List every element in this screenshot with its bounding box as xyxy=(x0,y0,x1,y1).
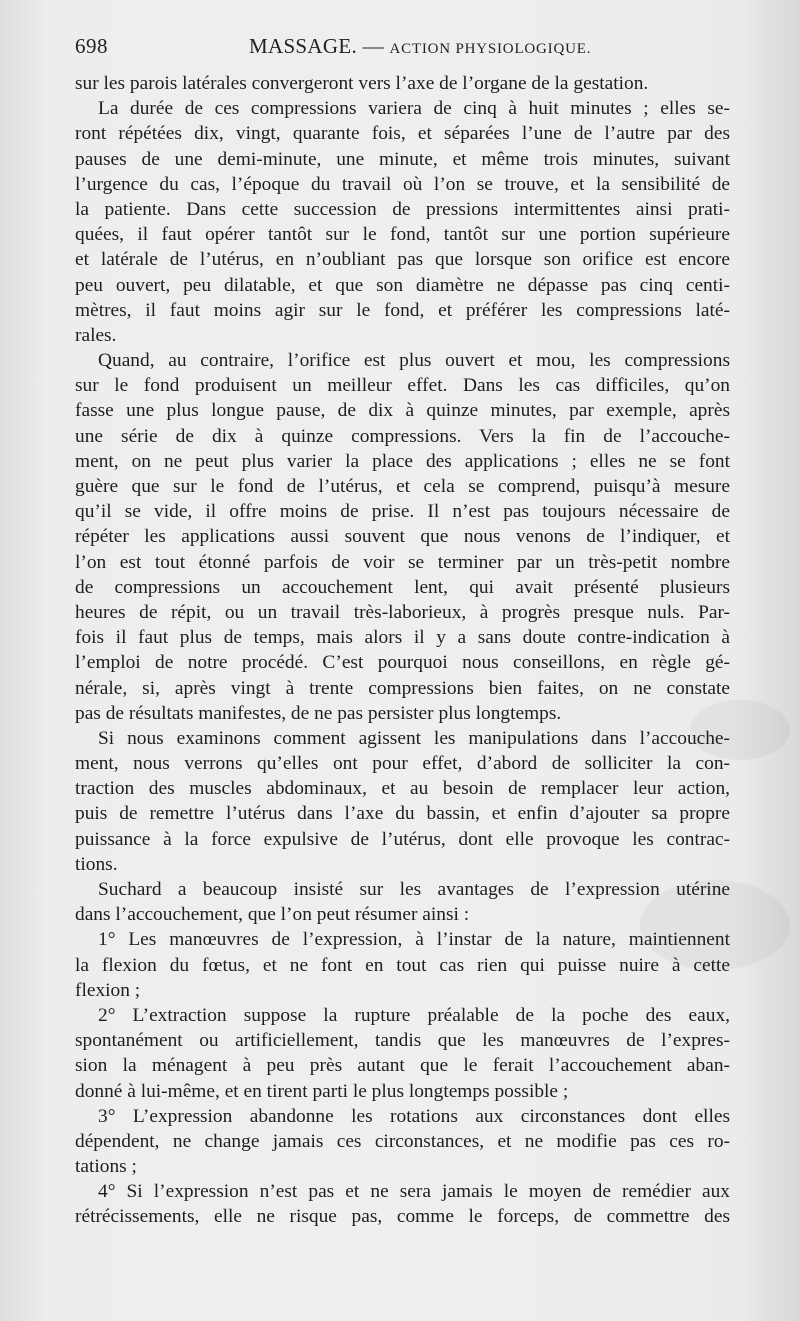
text-line: répéter les applications aussi souvent que nous venons de l’indiquer, et xyxy=(75,526,730,548)
text-line: peu ouvert, peu dilatable, et que son diamètre ne dépasse pas cinq centi- xyxy=(75,274,730,296)
text-line: donné à lui-même, et en tirent parti le plus longtemps possible ; xyxy=(75,1080,569,1102)
text-line: guère que sur le fond de l’utérus, et cela se comprend, puisqu’à mesure xyxy=(75,476,730,497)
text-line: la flexion du fœtus, et ne font en tout cas rien qui puisse nuire à cette xyxy=(75,954,730,976)
text-line: tations ; xyxy=(75,1156,137,1178)
running-title-main: MASSAGE. xyxy=(249,34,358,58)
text-line: ront répétées dix, vingt, quarante fois, et séparées l’une de l’autre par des xyxy=(75,123,730,145)
text-line: pas de résultats manifestes, de ne pas persister plus longtemps. xyxy=(75,702,562,724)
text-line: Si nous examinons comment agissent les manipulations dans l’accouche- xyxy=(98,727,730,749)
text-line: 3° L’expression abandonne les rotations aux circonstances dont elles xyxy=(98,1105,730,1127)
page-number: 698 xyxy=(75,34,108,58)
text-line: quées, il faut opérer tantôt sur le fond, tantôt sur une portion supérieure xyxy=(75,224,730,246)
running-header xyxy=(75,34,730,64)
body-text xyxy=(75,71,730,1230)
text-line: et latérale de l’utérus, en n’oubliant pas que lorsque son orifice est encore xyxy=(75,249,730,271)
text-line: l’emploi de notre procédé. C’est pourquoi nous conseillons, en règle gé- xyxy=(75,652,730,674)
text-line: de compressions un accouchement lent, qui avait présenté plusieurs xyxy=(75,576,730,598)
text-line: puissance à la force expulsive de l’utérus, dont elle provoque les contrac- xyxy=(75,828,730,850)
text-line: pauses de une demi-minute, une minute, et même trois minutes, suivant xyxy=(75,148,730,170)
text-line: 2° L’extraction suppose la rupture préalable de la poche des eaux, xyxy=(98,1004,730,1026)
text-line: dans l’accouchement, que l’on peut résumer ainsi : xyxy=(75,904,470,926)
text-line: ment, on ne peut plus varier la place des applications ; elles ne se font xyxy=(75,450,730,472)
text-line: une série de dix à quinze compressions. Vers la fin de l’accouche- xyxy=(75,425,730,447)
text-line: sion la ménagent à peu près autant que le ferait l’accouchement aban- xyxy=(75,1055,730,1077)
text-line: la patiente. Dans cette succession de pressions intermittentes ainsi prati- xyxy=(75,198,730,220)
text-line: Quand, au contraire, l’orifice est plus ouvert et mou, les compressions xyxy=(98,350,730,372)
text-line: qu’il se vide, il offre moins de prise. Il n’est pas toujours nécessaire de xyxy=(75,501,730,523)
text-line: fasse une plus longue pause, de dix à quinze minutes, par exemple, après xyxy=(75,400,730,422)
text-line: 4° Si l’expression n’est pas et ne sera jamais le moyen de remédier aux xyxy=(98,1181,730,1203)
running-title-dash: — xyxy=(362,34,384,58)
text-line: traction des muscles abdominaux, et au besoin de remplacer leur action, xyxy=(75,778,730,800)
text-line: fois il faut plus de temps, mais alors il y a sans doute contre-indication à xyxy=(75,627,730,649)
text-line: rétrécissements, elle ne risque pas, comme le forceps, de commettre des xyxy=(75,1206,730,1228)
text-line: l’urgence du cas, l’époque du travail où l’on se trouve, et la sensibilité de xyxy=(75,173,730,195)
text-line: dépendent, ne change jamais ces circonstances, et ne modifie pas ces ro- xyxy=(75,1130,730,1152)
running-title-sub: ACTION PHYSIOLOGIQUE. xyxy=(389,41,592,57)
text-line: nérale, si, après vingt à trente compressions bien faites, on ne constate xyxy=(75,677,730,699)
text-line: flexion ; xyxy=(75,979,141,1001)
text-line: Suchard a beaucoup insisté sur les avantages de l’expression utérine xyxy=(98,879,730,900)
text-line: puis de remettre l’utérus dans l’axe du bassin, et enfin d’ajouter sa propre xyxy=(75,803,730,825)
text-line: l’on est tout étonné parfois de voir se terminer par un très-petit nombre xyxy=(75,551,730,573)
text-line: La durée de ces compressions variera de cinq à huit minutes ; elles se- xyxy=(98,98,730,120)
text-line: tions. xyxy=(75,853,118,875)
running-title xyxy=(249,34,591,59)
text-line: rales. xyxy=(75,324,117,346)
text-line: mètres, il faut moins agir sur le fond, et préférer les compressions laté- xyxy=(75,299,730,321)
text-line: sur le fond produisent un meilleur effet. Dans les cas difficiles, qu’on xyxy=(75,375,730,397)
text-line: spontanément ou artificiellement, tandis que les manœuvres de l’expres- xyxy=(75,1030,730,1052)
text-line: sur les parois latérales convergeront vers l’axe de l’organe de la gestation. xyxy=(75,73,649,94)
text-line: heures de répit, ou un travail très-laborieux, à progrès presque nuls. Par- xyxy=(75,601,730,623)
text-line: ment, nous verrons qu’elles ont pour effet, d’abord de solliciter la con- xyxy=(75,753,730,775)
text-line: 1° Les manœuvres de l’expression, à l’instar de la nature, maintiennent xyxy=(98,929,730,951)
